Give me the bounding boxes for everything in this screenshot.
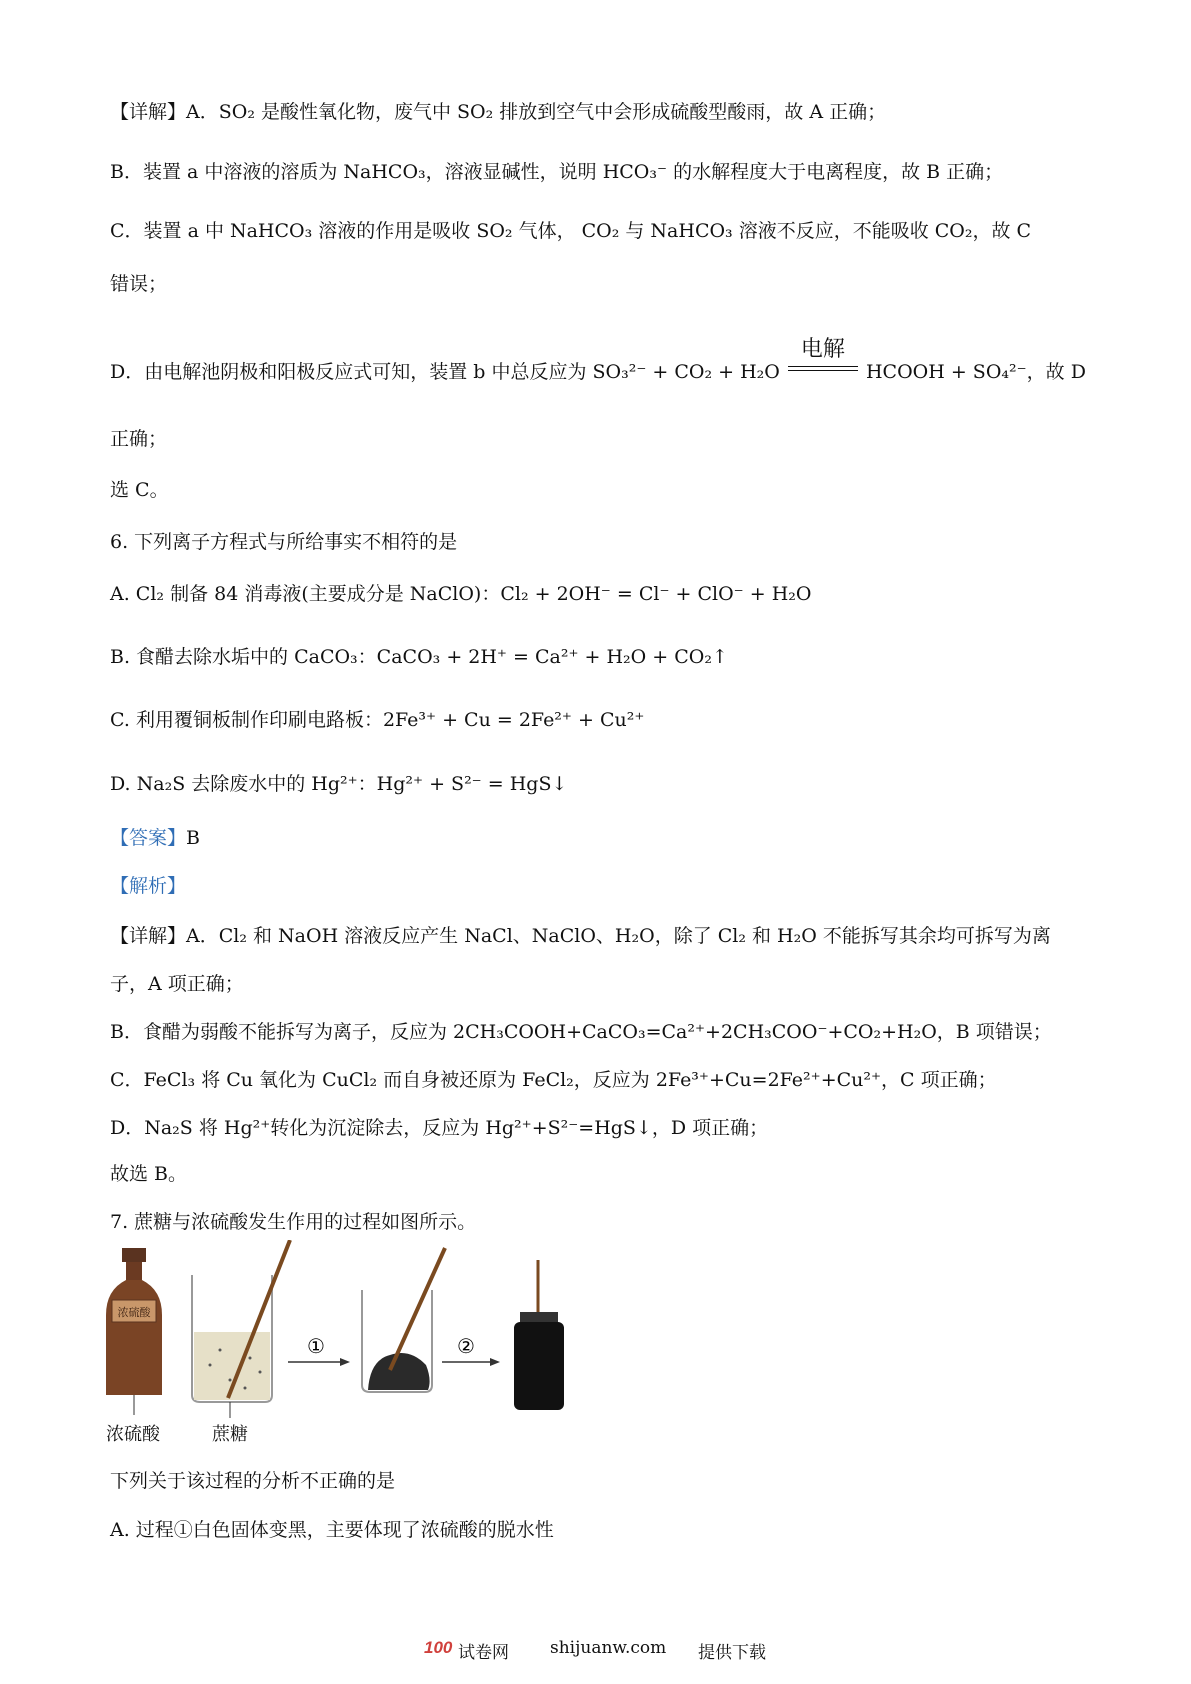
q5-detail-d [110, 337, 1086, 386]
q6-detail-d: D．Na₂S 将 Hg²⁺转化为沉淀除去，反应为 Hg²⁺+S²⁻=HgS↓，D 项正确； [110, 1117, 769, 1139]
bottle-label: 浓硫酸 [117, 1306, 151, 1319]
q6-option-c: C. 利用覆铜板制作印刷电路板：2Fe³⁺ + Cu = 2Fe²⁺ + Cu²⁺ [110, 709, 645, 731]
detail-tag: 【详解】 [110, 925, 187, 947]
q5-choose: 选 C。 [110, 479, 169, 501]
q6-option-a: A. Cl₂ 制备 84 消毒液(主要成分是 NaClO)：Cl₂ + 2OH⁻ = Cl⁻ + ClO⁻ + H₂O [110, 583, 812, 605]
answer-tag: 【答案】 [110, 827, 187, 849]
step-1-label: ① [307, 1334, 325, 1358]
site-logo: 100 [424, 1638, 453, 1657]
q6-stem: 6. 下列离子方程式与所给事实不相符的是 [110, 531, 458, 553]
q6-detail-a1 [110, 922, 1051, 950]
caption-sucrose: 蔗糖 [212, 1424, 248, 1445]
q5-detail-c1: C．装置 a 中 NaHCO₃ 溶液的作用是吸收 SO₂ 气体， CO₂ 与 NaHCO₃ 溶液不反应，不能吸收 CO₂，故 C [110, 220, 1032, 242]
step-2-label: ② [457, 1334, 475, 1358]
q5-detail-c2: 错误； [110, 273, 168, 295]
q6-option-d: D. Na₂S 去除废水中的 Hg²⁺：Hg²⁺ + S²⁻ = HgS↓ [110, 773, 568, 795]
q6-detail-a2: 子，A 项正确； [110, 973, 244, 995]
q5-detail-b: B．装置 a 中溶液的溶质为 NaHCO₃，溶液显碱性，说明 HCO₃⁻ 的水解程度大于电离程度，故 B 正确； [110, 161, 1004, 183]
process-diagram [100, 1240, 660, 1450]
beaker-carbon-icon [362, 1248, 445, 1392]
q5-detail-d2: 正确； [110, 428, 168, 450]
q5-detail-d-post: HCOOH + SO₄²⁻，故 D [865, 361, 1086, 383]
footer-note: 提供下载 [698, 1643, 766, 1663]
caption-acid: 浓硫酸 [106, 1424, 160, 1445]
q5-detail-d-pre: D．由电解池阴极和阳极反应式可知，装置 b 中总反应为 SO₃²⁻ + CO₂ + H₂O [110, 361, 780, 383]
q6-detail-a1-text: A．Cl₂ 和 NaOH 溶液反应产生 NaCl、NaClO、H₂O，除了 Cl₂ 和 H₂O 不能拆写其余均可拆写为离 [186, 925, 1051, 947]
beaker-sucrose-icon [192, 1240, 290, 1402]
carbon-column-icon [514, 1260, 564, 1410]
electrolysis-equal-sign [788, 337, 858, 386]
q5-detail-tag: 【详解】 [110, 101, 187, 123]
q6-option-b: B. 食醋去除水垢中的 CaCO₃：CaCO₃ + 2H⁺ = Ca²⁺ + H₂O + CO₂↑ [110, 646, 728, 668]
q6-answer [110, 824, 200, 852]
q7-option-a: A. 过程①白色固体变黑，主要体现了浓硫酸的脱水性 [110, 1519, 554, 1541]
answer-value: B [186, 827, 200, 849]
brand-name: 试卷网 [458, 1643, 509, 1663]
electrolysis-condition: 电解 [800, 337, 845, 362]
site-url[interactable]: shijuanw.com [550, 1638, 667, 1658]
q6-choose: 故选 B。 [110, 1163, 188, 1185]
acid-bottle-icon [106, 1248, 162, 1395]
q5-detail-a: 【详解】A．SO₂ 是酸性氧化物，废气中 SO₂ 排放到空气中会形成硫酸型酸雨，故 A 正确； [110, 101, 887, 123]
q6-detail-b: B．食醋为弱酸不能拆写为离子，反应为 2CH₃COOH+CaCO₃=Ca²⁺+2CH₃COO⁻+CO₂+H₂O，B 项错误； [110, 1021, 1052, 1043]
analysis-tag: 【解析】 [110, 875, 187, 897]
q6-detail-c: C．FeCl₃ 将 Cu 氧化为 CuCl₂ 而自身被还原为 FeCl₂，反应为 2Fe³⁺+Cu=2Fe²⁺+Cu²⁺，C 项正确； [110, 1069, 997, 1091]
sucrose-sulfuric-acid-figure [100, 1240, 660, 1450]
q7-sub-stem: 下列关于该过程的分析不正确的是 [110, 1470, 396, 1492]
q7-stem: 7. 蔗糖与浓硫酸发生作用的过程如图所示。 [110, 1211, 477, 1233]
